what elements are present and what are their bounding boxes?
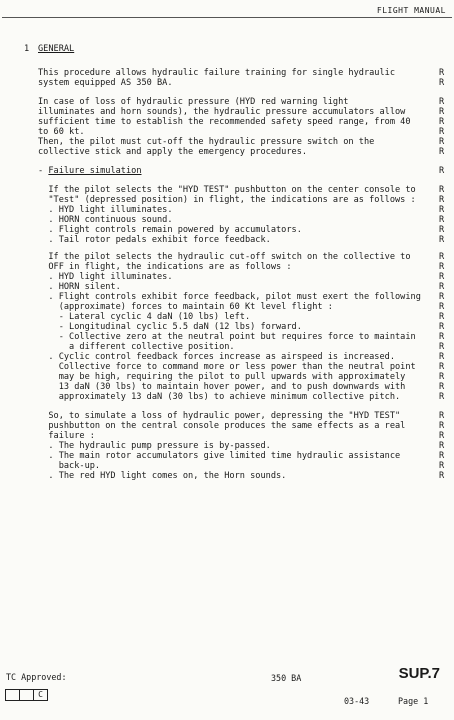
text-line: (approximate) forces to maintain 60 Kt level flight : (38, 302, 333, 312)
revision-mark: R (439, 431, 445, 441)
subsection-title: Failure simulation (48, 166, 142, 176)
text-line: may be high, requiring the pilot to pull upwards with approximately (38, 372, 406, 382)
revision-mark: R (439, 235, 445, 245)
document-body (38, 44, 428, 481)
section-title: GENERAL (38, 44, 75, 54)
text-line: In case of loss of hydraulic pressure (HYD red warning light (38, 97, 349, 107)
text-line: Collective force to command more or less power than the neutral point (38, 362, 416, 372)
revision-mark: R (439, 127, 445, 137)
hyd-test-paragraph (38, 185, 428, 245)
revision-mark: R (439, 195, 445, 205)
text-line: . Flight controls exhibit force feedback, pilot must exert the following (38, 292, 421, 302)
revision-mark: R (439, 117, 445, 127)
revision-mark: R (439, 78, 445, 88)
revision-mark: R (439, 252, 445, 262)
revision-mark: R (439, 471, 445, 481)
text-line: . HYD light illuminates. (38, 205, 173, 215)
text-line: . HYD light illuminates. (38, 272, 173, 282)
revision-bar (439, 44, 449, 481)
loss-paragraph (38, 97, 428, 157)
revision-mark: R (439, 461, 445, 471)
text-line: . The red HYD light comes on, the Horn sounds. (38, 471, 287, 481)
text-line: Then, the pilot must cut-off the hydraulic pressure switch on the (38, 137, 375, 147)
revision-mark: R (439, 185, 445, 195)
text-line: system equipped AS 350 BA. (38, 78, 173, 88)
page-number: Page 1 (398, 696, 429, 706)
revision-mark: R (439, 107, 445, 117)
text-line: . The main rotor accumulators give limited time hydraulic assistance (38, 451, 401, 461)
text-line: back-up. (38, 461, 101, 471)
revision-box (5, 689, 20, 701)
text-line: . HORN silent. (38, 282, 121, 292)
revision-mark: R (439, 166, 445, 176)
text-line: to 60 kt. (38, 127, 85, 137)
text-line: If the pilot selects the "HYD TEST" pushbutton on the center console to (38, 185, 416, 195)
text-line: sufficient time to establish the recommended safety speed range, from 40 (38, 117, 411, 127)
text-line: 13 daN (30 lbs) to maintain hover power, and to push downwards with (38, 382, 406, 392)
subsection-dash: - (38, 166, 49, 176)
text-line: - Collective zero at the neutral point but requires force to maintain (38, 332, 416, 342)
text-line: approximately 13 daN (30 lbs) to achieve minimum collective pitch. (38, 392, 401, 402)
revision-mark: R (439, 272, 445, 282)
revision-date: 03-43 (344, 696, 370, 706)
revision-mark: R (439, 262, 445, 272)
revision-mark: R (439, 332, 445, 342)
revision-mark: R (439, 392, 445, 402)
text-line: . Flight controls remain powered by accumulators. (38, 225, 302, 235)
header-rule (2, 17, 452, 18)
text-line: OFF in flight, the indications are as follows : (38, 262, 292, 272)
intro-paragraph (38, 68, 428, 88)
text-line: So, to simulate a loss of hydraulic power, depressing the "HYD TEST" (38, 411, 401, 421)
revision-mark: R (439, 372, 445, 382)
text-line: This procedure allows hydraulic failure training for single hydraulic (38, 68, 395, 78)
revision-mark: R (439, 342, 445, 352)
text-line: failure : (38, 431, 95, 441)
text-line: . HORN continuous sound. (38, 215, 173, 225)
text-line: . Cyclic control feedback forces increase as airspeed is increased. (38, 352, 395, 362)
text-line: . Tail rotor pedals exhibit force feedback. (38, 235, 271, 245)
page-header (0, 0, 454, 18)
text-line: a different collective position. (38, 342, 235, 352)
text-line: pushbutton on the central console produces the same effects as a real (38, 421, 406, 431)
revision-mark: R (439, 68, 445, 78)
aircraft-model: 350 BA (271, 673, 302, 683)
text-line: . The hydraulic pump pressure is by-passed. (38, 441, 271, 451)
revision-mark: R (439, 282, 445, 292)
text-line: - Lateral cyclic 4 daN (10 lbs) left. (38, 312, 251, 322)
revision-mark: R (439, 322, 445, 332)
revision-box (19, 689, 34, 701)
revision-mark: R (439, 302, 445, 312)
revision-mark: R (439, 147, 445, 157)
revision-mark: R (439, 362, 445, 372)
revision-mark: R (439, 382, 445, 392)
revision-box: C (33, 689, 48, 701)
text-line: If the pilot selects the hydraulic cut-off switch on the collective to (38, 252, 411, 262)
revision-mark: R (439, 215, 445, 225)
revision-mark: R (439, 97, 445, 107)
manual-title: FLIGHT MANUAL (376, 6, 446, 15)
revision-mark: R (439, 421, 445, 431)
text-line: "Test" (depressed position) in flight, the indications are as follows : (38, 195, 416, 205)
revision-mark: R (439, 441, 445, 451)
revision-mark: R (439, 451, 445, 461)
revision-mark: R (439, 205, 445, 215)
revision-mark: R (439, 411, 445, 421)
revision-boxes (5, 689, 47, 701)
text-line: collective stick and apply the emergency procedures. (38, 147, 308, 157)
revision-mark: R (439, 292, 445, 302)
summary-paragraph (38, 411, 428, 481)
text-line: illuminates and horn sounds), the hydraulic pressure accumulators allow (38, 107, 406, 117)
subsection-heading (38, 166, 428, 176)
supplement-number: SUP.7 (398, 665, 440, 682)
revision-mark: R (439, 352, 445, 362)
text-line: - Longitudinal cyclic 5.5 daN (12 lbs) forward. (38, 322, 302, 332)
revision-mark: R (439, 225, 445, 235)
section-number: 1 (24, 44, 30, 54)
revision-mark: R (439, 312, 445, 322)
revision-mark: R (439, 137, 445, 147)
cutoff-paragraph (38, 252, 428, 402)
tc-approved-label: TC Approved: (6, 672, 67, 682)
